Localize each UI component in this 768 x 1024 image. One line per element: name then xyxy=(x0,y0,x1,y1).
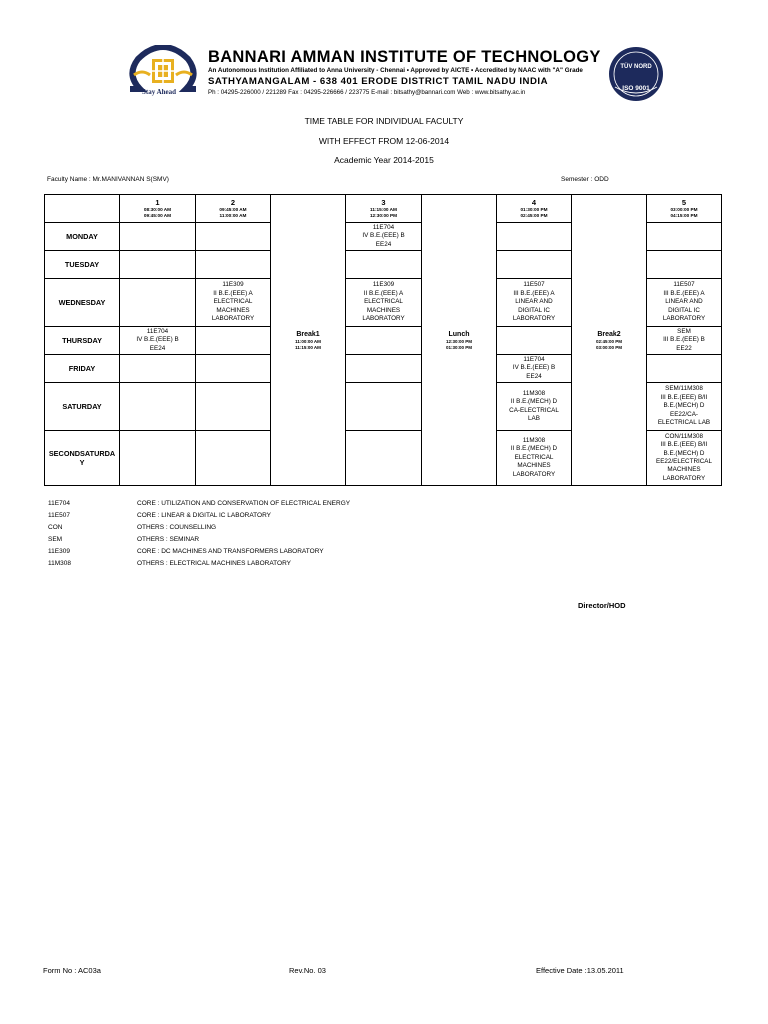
slot-cell xyxy=(497,251,572,279)
institute-motto: Stay Ahead xyxy=(142,88,177,96)
slot-cell: 11E309 II B.E.(EEE) A ELECTRICAL MACHINES LABORATORY xyxy=(196,279,271,327)
day-label: SATURDAY xyxy=(45,383,120,431)
slot-cell: CON/11M308 III B.E.(EEE) B/II B.E.(MECH) D EE22/ELECTRICAL MACHINES LABORATORY xyxy=(647,431,722,486)
semester: Semester : ODD xyxy=(561,176,609,183)
break1-column: Break1 11:00:00 AM 11:15:00 AM xyxy=(271,195,346,486)
slot-cell: SEM III B.E.(EEE) B EE22 xyxy=(647,327,722,355)
slot-cell xyxy=(196,327,271,355)
timetable xyxy=(44,194,722,486)
legend-description: CORE : DC MACHINES AND TRANSFORMERS LABORATORY xyxy=(137,548,324,555)
document-title: TIME TABLE FOR INDIVIDUAL FACULTY xyxy=(304,116,464,126)
period-header-1: 1 08:30:00 AM 09:45:00 AM xyxy=(120,195,196,223)
slot-cell xyxy=(647,251,722,279)
slot-cell xyxy=(120,355,196,383)
institute-contact: Ph : 04295-226000 / 221289 Fax : 04295-226666 / 223775 E-mail : bitsathy@bannari.com Web : www.bitsathy.ac.in xyxy=(208,89,526,96)
faculty-name: Faculty Name : Mr.MANIVANNAN S(SMV) xyxy=(47,176,169,183)
slot-cell xyxy=(346,251,422,279)
day-label: TUESDAY xyxy=(45,251,120,279)
institute-affiliation: An Autonomous Institution Affiliated to Anna University - Chennai • Approved by AICTE • Accredited by NAAC with "A" Grade xyxy=(208,67,583,74)
effective-date: Effective Date :13.05.2011 xyxy=(536,966,624,975)
slot-cell: SEM/11M308 III B.E.(EEE) B/II B.E.(MECH) D EE22/CA- ELECTRICAL LAB xyxy=(647,383,722,431)
iso-certification-icon xyxy=(605,45,667,103)
slot-cell: 11E507 III B.E.(EEE) A LINEAR AND DIGITAL IC LABORATORY xyxy=(497,279,572,327)
slot-cell xyxy=(196,431,271,486)
cert-top-text: TÜV NORD xyxy=(620,64,652,70)
period-header-row xyxy=(45,195,722,223)
slot-cell: 11E309 II B.E.(EEE) A ELECTRICAL MACHINES LABORATORY xyxy=(346,279,422,327)
day-label: FRIDAY xyxy=(45,355,120,383)
day-label: MONDAY xyxy=(45,223,120,251)
legend-description: OTHERS : SEMINAR xyxy=(137,536,200,543)
revision-number: Rev.No. 03 xyxy=(289,966,326,975)
period-header-4: 4 01:30:00 PM 02:45:00 PM xyxy=(497,195,572,223)
slot-cell xyxy=(346,383,422,431)
academic-year: Academic Year 2014-2015 xyxy=(334,155,434,165)
corner-cell xyxy=(45,195,120,223)
period-header-2: 2 09:45:00 AM 11:00:00 AM xyxy=(196,195,271,223)
signature-label: Director/HOD xyxy=(578,601,626,610)
slot-cell xyxy=(497,327,572,355)
slot-cell xyxy=(647,223,722,251)
slot-cell xyxy=(120,383,196,431)
slot-cell xyxy=(196,223,271,251)
legend-description: CORE : LINEAR & DIGITAL IC LABORATORY xyxy=(137,512,272,519)
period-header-5: 5 03:00:00 PM 04:15:00 PM xyxy=(647,195,722,223)
slot-cell: 11M308 II B.E.(MECH) D ELECTRICAL MACHINES LABORATORY xyxy=(497,431,572,486)
slot-cell xyxy=(196,383,271,431)
slot-cell: 11E704 IV B.E.(EEE) B EE24 xyxy=(497,355,572,383)
legend-description: OTHERS : COUNSELLING xyxy=(137,524,217,531)
day-label: THURSDAY xyxy=(45,327,120,355)
slot-cell xyxy=(120,431,196,486)
legend-description: CORE : UTILIZATION AND CONSERVATION OF ELECTRICAL ENERGY xyxy=(137,500,351,507)
slot-cell: 11E704 IV B.E.(EEE) B EE24 xyxy=(120,327,196,355)
slot-cell: 11E704 IV B.E.(EEE) B EE24 xyxy=(346,223,422,251)
slot-cell xyxy=(497,223,572,251)
slot-cell: 11E507 III B.E.(EEE) A LINEAR AND DIGITAL IC LABORATORY xyxy=(647,279,722,327)
institute-address: SATHYAMANGALAM - 638 401 ERODE DISTRICT TAMIL NADU INDIA xyxy=(208,76,549,87)
period-header-3: 3 11:15:00 AM 12:30:00 PM xyxy=(346,195,422,223)
institute-name: BANNARI AMMAN INSTITUTE OF TECHNOLOGY xyxy=(208,48,601,66)
form-number: Form No : AC03a xyxy=(43,966,101,975)
effective-from: WITH EFFECT FROM 12-06-2014 xyxy=(318,136,450,146)
legend-code: SEM xyxy=(48,536,63,543)
cert-bottom-text: ISO 9001 xyxy=(622,85,650,92)
legend-code: 11E309 xyxy=(48,548,70,555)
lunch-column: Lunch 12:30:00 PM 01:30:00 PM xyxy=(422,195,497,486)
break2-column: Break2 02:45:00 PM 03:00:00 PM xyxy=(572,195,647,486)
day-label: WEDNESDAY xyxy=(45,279,120,327)
legend-description: OTHERS : ELECTRICAL MACHINES LABORATORY xyxy=(137,560,291,567)
slot-cell xyxy=(196,251,271,279)
slot-cell xyxy=(647,355,722,383)
legend-code: 11M308 xyxy=(48,560,72,567)
legend-code: 11E704 xyxy=(48,500,70,507)
slot-cell xyxy=(346,431,422,486)
legend-code: CON xyxy=(48,524,63,531)
slot-cell xyxy=(346,327,422,355)
slot-cell xyxy=(196,355,271,383)
slot-cell xyxy=(120,223,196,251)
day-label: SECONDSATURDA Y xyxy=(45,431,120,486)
slot-cell: 11M308 II B.E.(MECH) D CA-ELECTRICAL LAB xyxy=(497,383,572,431)
slot-cell xyxy=(120,279,196,327)
slot-cell xyxy=(120,251,196,279)
slot-cell xyxy=(346,355,422,383)
legend-code: 11E507 xyxy=(48,512,70,519)
